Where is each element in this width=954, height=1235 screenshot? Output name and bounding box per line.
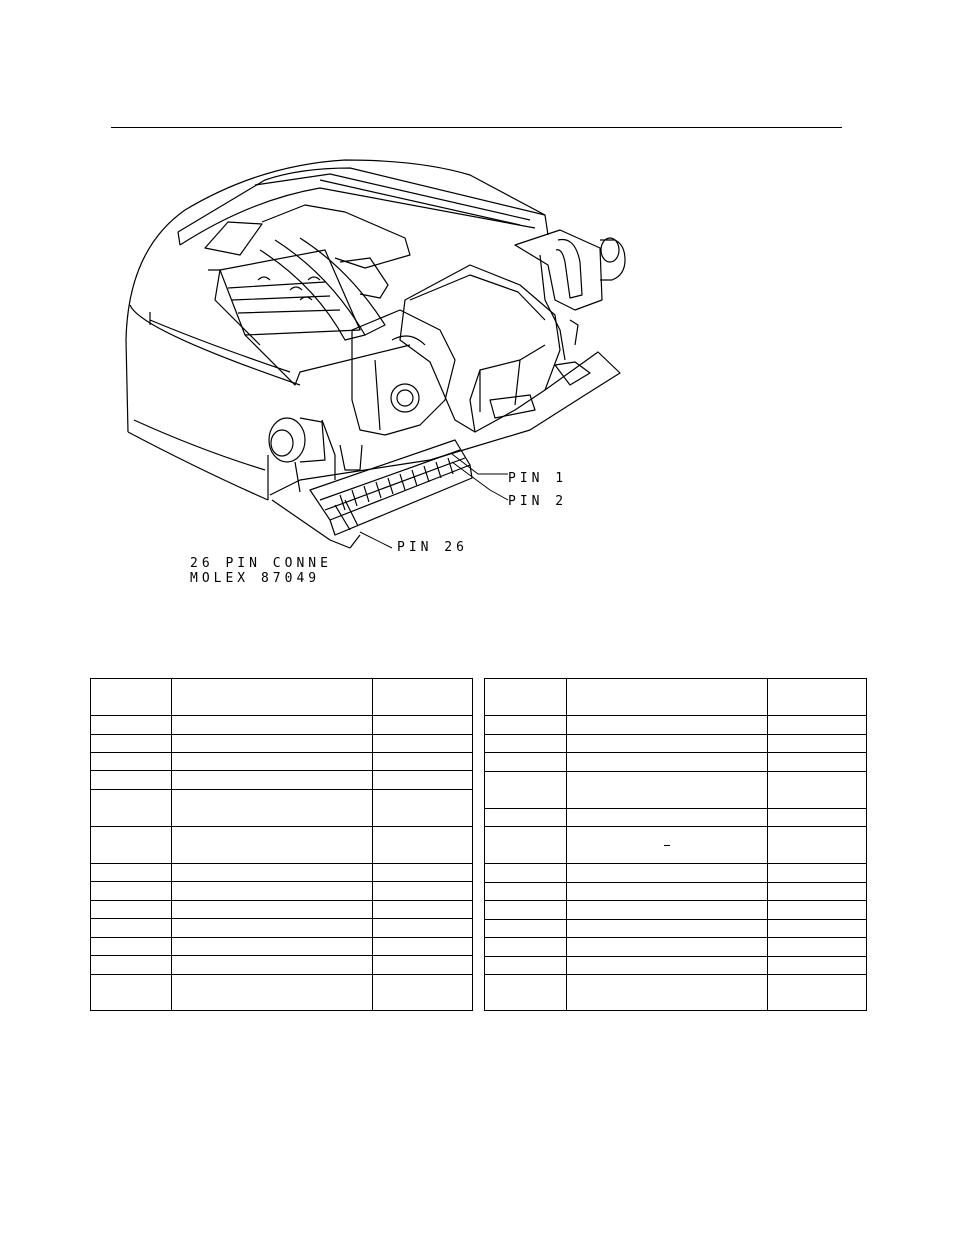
left-table-cell <box>373 827 473 864</box>
left-table-row <box>91 901 473 919</box>
pin-26-callout: PIN 26 <box>397 541 468 553</box>
left-table-row <box>91 882 473 901</box>
left-table-row <box>91 771 473 790</box>
left-table-cell <box>172 827 373 864</box>
left-table-cell <box>172 919 373 938</box>
left-table-cell <box>373 790 473 827</box>
right-table-cell <box>485 975 567 1011</box>
left-table-row <box>91 975 473 1011</box>
right-table-cell <box>768 827 867 864</box>
right-table-cell <box>485 901 567 920</box>
left-table-cell <box>91 679 172 716</box>
right-table-cell <box>485 957 567 975</box>
left-table-cell <box>91 938 172 956</box>
right-table-row <box>485 827 867 864</box>
right-table-cell <box>768 735 867 753</box>
right-table-cell <box>768 883 867 901</box>
left-table-row <box>91 864 473 882</box>
right-table-row <box>485 735 867 753</box>
left-table-cell <box>91 827 172 864</box>
right-table-row <box>485 864 867 883</box>
right-table-row <box>485 920 867 938</box>
left-table-cell <box>373 716 473 735</box>
right-table-cell <box>768 809 867 827</box>
right-table-row <box>485 957 867 975</box>
right-table-cell <box>567 827 768 864</box>
left-table-cell <box>91 956 172 975</box>
left-table-cell <box>373 753 473 771</box>
right-table-cell <box>567 938 768 957</box>
right-table-cell <box>567 920 768 938</box>
right-table-cell <box>485 772 567 809</box>
right-table-cell <box>768 957 867 975</box>
overbar-mark <box>664 845 670 846</box>
right-table-row <box>485 753 867 772</box>
right-table-row <box>485 975 867 1011</box>
right-table-row <box>485 883 867 901</box>
right-table-row <box>485 938 867 957</box>
left-table-cell <box>172 790 373 827</box>
left-table-row <box>91 956 473 975</box>
left-table-row <box>91 753 473 771</box>
connector-label-line2: MOLEX 87049 <box>190 571 321 586</box>
left-table-cell <box>91 919 172 938</box>
right-table-cell <box>485 735 567 753</box>
right-table-cell <box>567 864 768 883</box>
left-table-row <box>91 938 473 956</box>
left-table-cell <box>172 938 373 956</box>
right-table-cell <box>485 864 567 883</box>
pin-table-left <box>90 678 473 1011</box>
left-table-cell <box>172 735 373 753</box>
right-table-row <box>485 809 867 827</box>
right-table-row <box>485 716 867 735</box>
connector-label-line1: 26 PIN CONNE <box>190 556 332 571</box>
left-table-cell <box>172 771 373 790</box>
left-table-cell <box>172 882 373 901</box>
right-table-cell <box>485 753 567 772</box>
left-table-cell <box>172 679 373 716</box>
left-table-row <box>91 919 473 938</box>
left-table-cell <box>373 956 473 975</box>
right-table-cell <box>485 938 567 957</box>
left-table-cell <box>373 919 473 938</box>
left-table-cell <box>91 975 172 1011</box>
right-table-cell <box>485 809 567 827</box>
right-table-cell <box>567 975 768 1011</box>
left-table-cell <box>91 901 172 919</box>
right-table-cell <box>567 679 768 716</box>
right-table-cell <box>485 883 567 901</box>
left-table-row <box>91 679 473 716</box>
left-table-cell <box>91 716 172 735</box>
right-table-row <box>485 679 867 716</box>
right-table-cell <box>768 716 867 735</box>
left-table-cell <box>373 938 473 956</box>
left-table-cell <box>91 771 172 790</box>
right-table-cell <box>768 938 867 957</box>
left-table-cell <box>91 882 172 901</box>
pin-table-right <box>484 678 867 1011</box>
right-table-cell <box>485 679 567 716</box>
left-table-cell <box>373 864 473 882</box>
right-table-row <box>485 772 867 809</box>
right-table-cell <box>567 716 768 735</box>
right-table-cell <box>768 901 867 920</box>
left-table-cell <box>172 901 373 919</box>
left-table-cell <box>91 735 172 753</box>
right-table-cell <box>567 809 768 827</box>
left-table-cell <box>172 956 373 975</box>
left-table-cell <box>91 864 172 882</box>
right-table-cell <box>567 883 768 901</box>
left-table-cell <box>172 864 373 882</box>
left-table-cell <box>172 753 373 771</box>
left-table-cell <box>373 975 473 1011</box>
right-table-cell <box>485 920 567 938</box>
left-table-row <box>91 735 473 753</box>
right-table-row <box>485 901 867 920</box>
right-table-cell <box>485 827 567 864</box>
right-table-cell <box>567 753 768 772</box>
right-table-cell <box>768 679 867 716</box>
left-table-row <box>91 716 473 735</box>
left-table-cell <box>373 771 473 790</box>
left-table-cell <box>172 716 373 735</box>
right-table-cell <box>768 920 867 938</box>
right-table-cell <box>567 901 768 920</box>
left-table-row <box>91 827 473 864</box>
left-table-cell <box>373 882 473 901</box>
left-table-cell <box>91 790 172 827</box>
pin-1-callout: PIN 1 <box>508 471 568 486</box>
right-table-cell <box>768 772 867 809</box>
left-table-cell <box>373 679 473 716</box>
right-table-cell <box>567 772 768 809</box>
left-table-cell <box>172 975 373 1011</box>
left-table-cell <box>91 753 172 771</box>
pin-2-callout: PIN 2 <box>508 494 568 509</box>
right-table-cell <box>768 864 867 883</box>
right-table-cell <box>768 975 867 1011</box>
left-table-cell <box>373 735 473 753</box>
right-table-cell <box>768 753 867 772</box>
left-table-cell <box>373 901 473 919</box>
right-table-cell <box>567 957 768 975</box>
right-table-cell <box>485 716 567 735</box>
right-table-cell <box>567 735 768 753</box>
left-table-row <box>91 790 473 827</box>
